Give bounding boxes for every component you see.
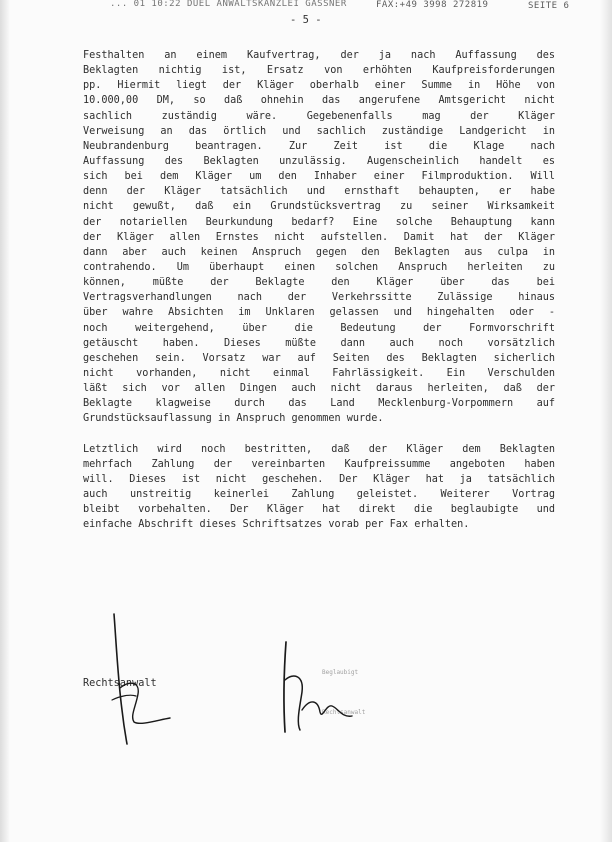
text-line: getäuscht haben. Dieses müßte dann auch noch vorsätzlich bbox=[83, 337, 555, 349]
page-number: - 5 - bbox=[290, 14, 322, 26]
text-line: Auffassung des Beklagten unzulässig. Augenscheinlich handelt es bbox=[83, 155, 555, 167]
text-line: läßt sich vor allen Dingen auch nicht daraus herleiten, daß der bbox=[83, 383, 555, 395]
text-line: pp. Hiermit liegt der Kläger oberhalb einer Summe in Höhe von bbox=[83, 80, 555, 92]
text-line: dann aber auch keinen Anspruch gegen den Beklagten aus culpa in bbox=[83, 246, 555, 258]
fax-number: FAX:+49 3998 272819 bbox=[376, 0, 489, 10]
text-line: der Kläger allen Ernstes nicht aufstellen. Damit hat der Kläger bbox=[83, 231, 555, 243]
text-line: Neubrandenburg beantragen. Zur Zeit ist die Klage nach bbox=[83, 140, 555, 152]
text-line: will. Dieses ist nicht geschehen. Der Kläger hat ja tatsächlich bbox=[83, 473, 555, 485]
text-line: geschehen sein. Vorsatz war auf Seiten des Beklagten sicherlich bbox=[83, 352, 555, 364]
fax-sender: ... 01 10:22 DUEL ANWALTSKANZLEI GASSNER bbox=[110, 0, 347, 9]
text-line: Beklagten nichtig ist, Ersatz von erhöhten Kaufpreisforderungen bbox=[83, 65, 555, 77]
paragraph-gap bbox=[83, 427, 555, 442]
scan-edge-shadow-right bbox=[600, 0, 612, 842]
text-line: einfache Abschrift dieses Schriftsatzes vorab per Fax erhalten. bbox=[83, 519, 470, 531]
text-line: contrahendo. Um überhaupt einen solchen Anspruch herleiten zu bbox=[83, 261, 555, 273]
svg-text:Beglaubigt: Beglaubigt bbox=[322, 669, 359, 676]
text-line: 10.000,00 DM, so daß ohnehin das angerufene Amtsgericht nicht bbox=[83, 95, 555, 107]
text-line: mehrfach Zahlung der vereinbarten Kaufpreissumme angeboten haben bbox=[83, 458, 555, 470]
text-line: denn der Kläger tatsächlich und ernsthaft behaupten, er habe bbox=[83, 186, 555, 198]
text-line: nicht vorhanden, nicht einmal Fahrlässigkeit. Ein Verschulden bbox=[83, 367, 555, 379]
text-line: sachlich zuständig wäre. Gegebenenfalls mag der Kläger bbox=[83, 110, 555, 122]
letter-body bbox=[83, 48, 555, 532]
text-line: über wahre Absichten im Unklaren gelassen und hingehalten oder - bbox=[83, 307, 555, 319]
text-line: können, müßte der Beklagte den Kläger über das bei bbox=[83, 277, 555, 289]
text-line: noch weitergehend, über die Bedeutung der Formvorschrift bbox=[83, 322, 555, 334]
text-line: Vertragsverhandlungen nach der Verkehrssitte Zulässige hinaus bbox=[83, 292, 555, 304]
text-line: Verweisung an das örtlich und sachlich zuständige Landgericht in bbox=[83, 125, 555, 137]
text-line: auch unstreitig keinerlei Zahlung geleistet. Weiterer Vortrag bbox=[83, 488, 555, 500]
text-line: Festhalten an einem Kaufvertrag, der ja nach Auffassung des bbox=[83, 50, 555, 61]
fax-page-indicator: SEITE 6 bbox=[528, 1, 570, 11]
text-line: Beklagte klagweise durch das Land Mecklenburg-Vorpommern auf bbox=[83, 398, 555, 410]
text-line: sich bei dem Kläger um den Inhaber einer Filmproduktion. Will bbox=[83, 171, 555, 183]
certification-stamp bbox=[270, 640, 380, 740]
svg-text:Rechtsanwalt: Rechtsanwalt bbox=[322, 709, 366, 716]
paragraph bbox=[83, 442, 555, 533]
text-line: der notariellen Beurkundung bedarf? Eine solche Behauptung kann bbox=[83, 216, 555, 228]
fax-header bbox=[110, 0, 600, 12]
text-line: Grundstücksauflassung in Anspruch genommen wurde. bbox=[83, 413, 384, 425]
text-line: bleibt vorbehalten. Der Kläger hat direkt die beglaubigte und bbox=[83, 504, 555, 516]
closing-title: Rechtsanwalt bbox=[83, 678, 157, 689]
paragraph bbox=[83, 48, 555, 427]
text-line: nicht gewußt, daß ein Grundstücksvertrag zu seiner Wirksamkeit bbox=[83, 201, 555, 213]
scan-edge-shadow-left bbox=[0, 0, 10, 842]
text-line: Letztlich wird noch bestritten, daß der Kläger dem Beklagten bbox=[83, 443, 555, 455]
